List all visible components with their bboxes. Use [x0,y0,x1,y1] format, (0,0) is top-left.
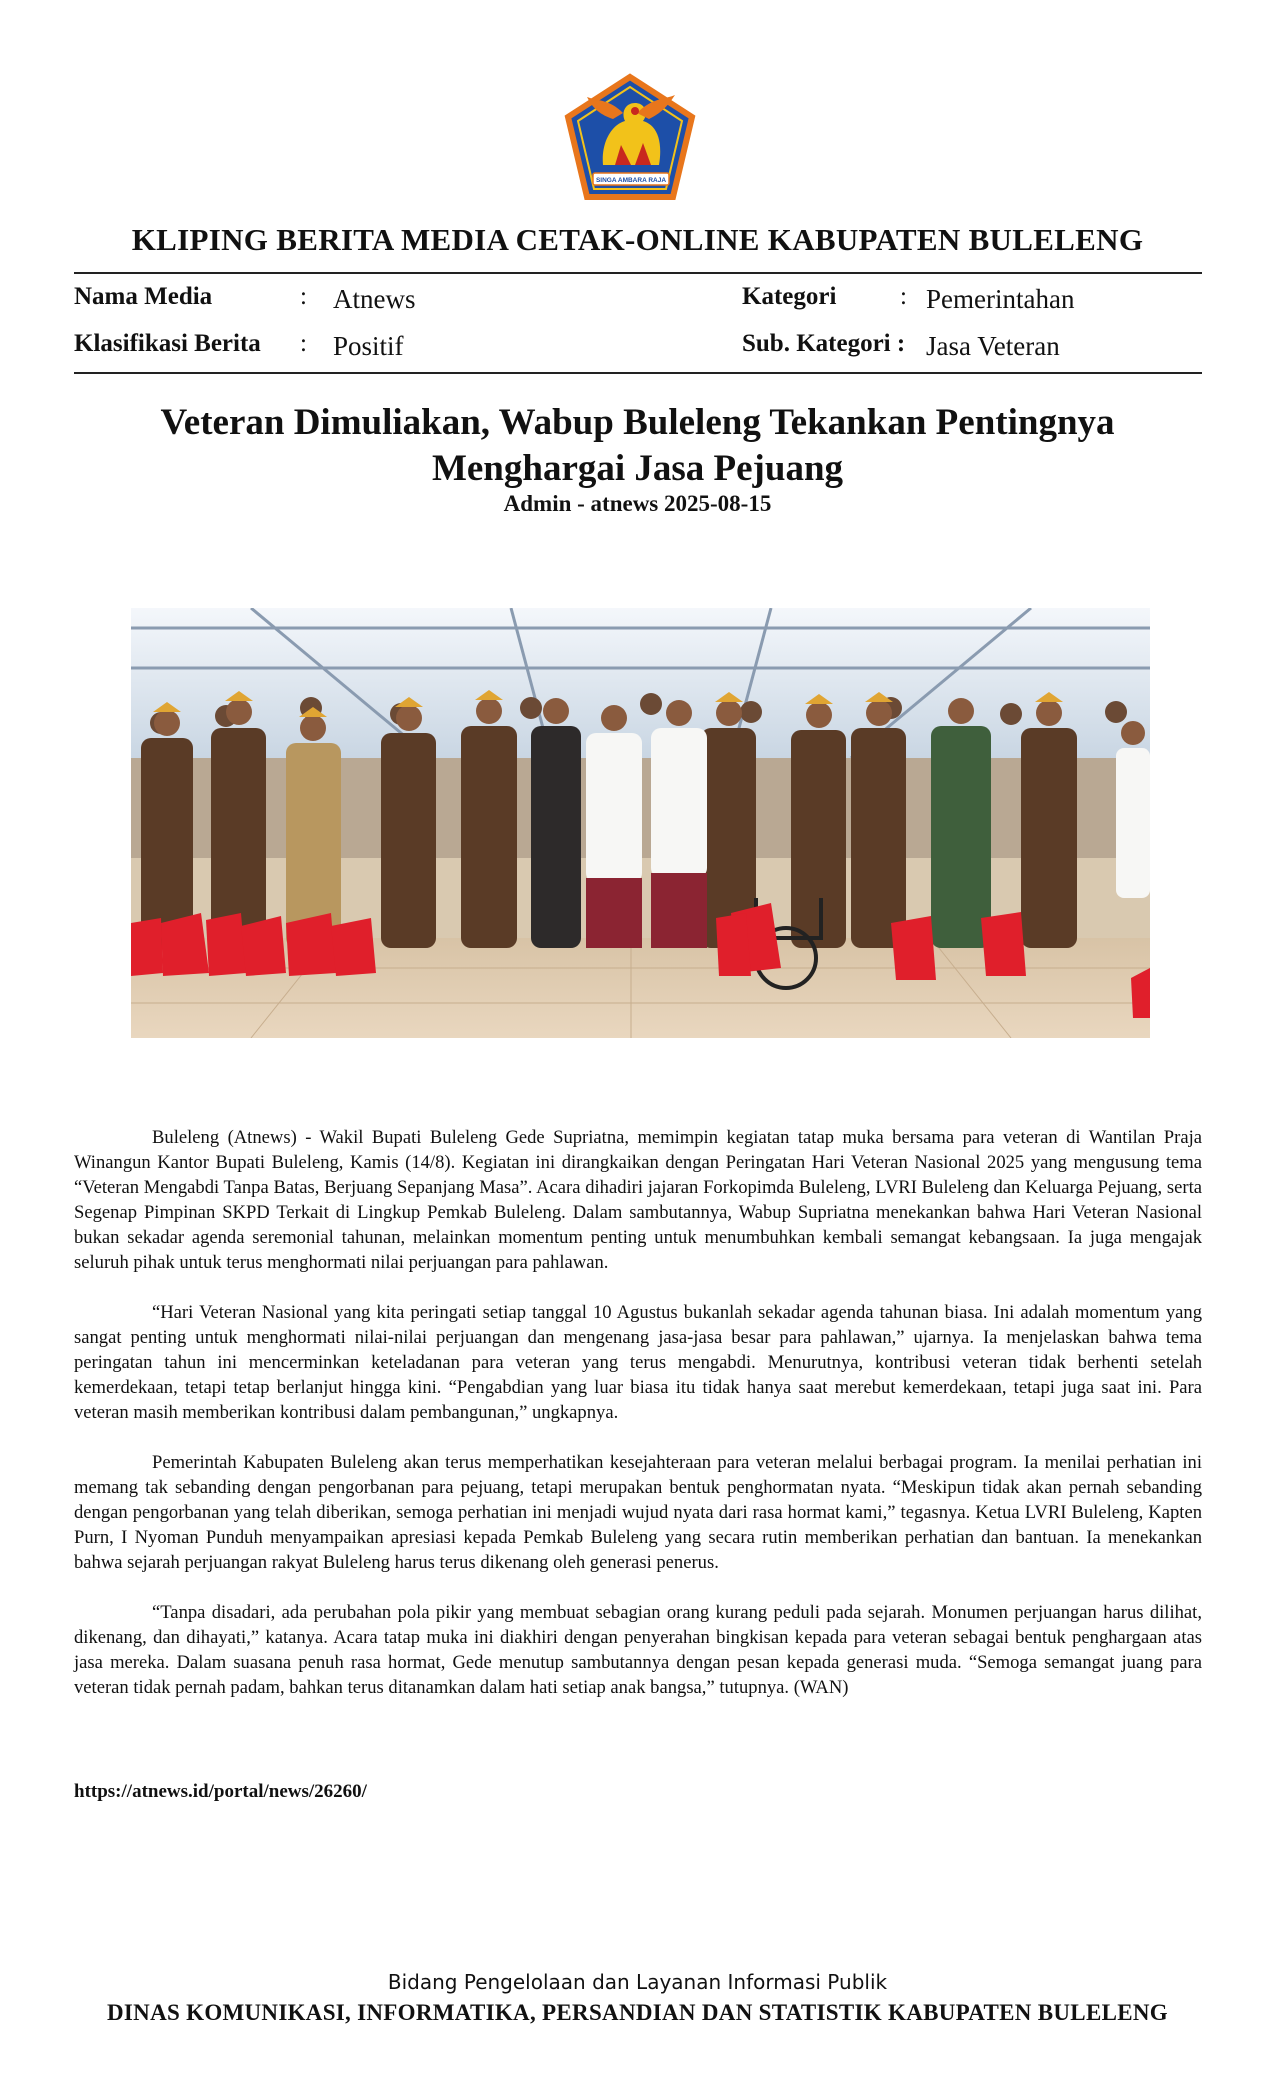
article-byline: Admin - atnews 2025-08-15 [503,491,772,516]
article-title: Veteran Dimuliakan, Wabup Buleleng Tekankan Pentingnya Menghargai Jasa Pejuang [160,402,1115,489]
buleleng-logo [563,73,698,203]
article-body [74,1125,1202,1725]
category-label: Kategori [742,283,837,310]
classification-value: Positif [333,331,404,361]
clipping-header-title: KLIPING BERITA MEDIA CETAK-ONLINE KABUPATEN BULELENG [131,222,1144,257]
subcategory-label: Sub. Kategori : [742,330,906,357]
footer-division: Bidang Pengelolaan dan Layanan Informasi Publik [387,1970,888,1994]
classification-label: Klasifikasi Berita [74,330,261,357]
article-photo [131,608,1150,1038]
category-separator: : [900,283,907,310]
article-paragraph-2: “Hari Veteran Nasional yang kita peringati setiap tanggal 10 Agustus bukanlah sekadar agenda tahunan biasa. Ini adalah momentum yang sangat penting untuk menghormati nilai-nilai perjuangan dan mengenang jasa-jasa besar para pahlawan,” ujarnya. Ia menjelaskan bahwa tema peringatan tahun ini mencerminkan keteladanan para veteran yang terus mengabdi. Menurutnya, kontribusi veteran tidak berhenti setelah kemerdekaan, tetapi tetap berlanjut hingga kini. “Pengabdian yang luar biasa itu tidak hanya saat merebut kemerdekaan, tetapi juga saat ini. Para veteran masih memberikan kontribusi dalam pembangunan,” ungkapnya. [74,1302,1202,1423]
subcategory-value: Jasa Veteran [926,331,1060,361]
header-divider-top [74,272,1202,274]
article-paragraph-4: “Tanpa disadari, ada perubahan pola pikir yang membuat sebagian orang kurang peduli pada sejarah. Monumen perjuangan harus dilihat, dikenang, dan dihayati,” katanya. Acara tatap muka ini diakhiri dengan penyerahan bingkisan kepada para veteran sebagai bentuk penghargaan atas jasa mereka. Dalam suasana penuh rasa hormat, Gede menutup sambutannya dengan pesan kepada generasi muda. “Semoga semangat juang para veteran tidak pernah padam, bahkan terus ditanamkan dalam hati setiap anak bangsa,” tutupnya. (WAN) [74,1602,1202,1698]
media-separator: : [300,283,307,310]
header-divider-bottom [74,372,1202,374]
media-label: Nama Media [74,283,213,310]
article-paragraph-1: Buleleng (Atnews) - Wakil Bupati Buleleng Gede Supriatna, memimpin kegiatan tatap muka bersama para veteran di Wantilan Praja Winangun Kantor Bupati Buleleng, Kamis (14/8). Kegiatan ini dirangkaikan dengan Peringatan Hari Veteran Nasional 2025 yang mengusung tema “Veteran Mengabdi Tanpa Batas, Berjuang Sepanjang Masa”. Acara dihadiri jajaran Forkopimda Buleleng, LVRI Buleleng dan Keluarga Pejuang, serta Segenap Pimpinan SKPD Terkait di Lingkup Pemkab Buleleng. Dalam sambutannya, Wabup Supriatna menekankan bahwa Hari Veteran Nasional bukan sekadar agenda seremonial tahunan, melainkan momentum penting untuk menumbuhkan kembali semangat kebangsaan. Ia juga mengajak seluruh pihak untuk terus menghormati nilai perjuangan para pahlawan. [74,1127,1202,1273]
classification-separator: : [300,330,307,357]
footer-agency: DINAS KOMUNIKASI, INFORMATIKA, PERSANDIAN DAN STATISTIK KABUPATEN BULELENG [107,2000,1168,2025]
source-link[interactable]: https://atnews.id/portal/news/26260/ [74,1781,367,1802]
media-value: Atnews [333,284,416,314]
article-paragraph-3: Pemerintah Kabupaten Buleleng akan terus memperhatikan kesejahteraan para veteran melalui berbagai program. Ia menilai perhatian ini memang tak sebanding dengan pengorbanan para pejuang, tetapi merupakan bentuk penghormatan nyata. “Meskipun tidak akan pernah sebanding dengan pengorbanan yang telah diberikan, semoga perhatian ini menjadi wujud nyata dari rasa hormat kami,” tegasnya. Ketua LVRI Buleleng, Kapten Purn, I Nyoman Punduh menyampaikan apresiasi kepada Pemkab Buleleng yang secara rutin memberikan perhatian dan bantuan. Ia menekankan bahwa sejarah perjuangan rakyat Buleleng harus terus dikenang oleh generasi penerus. [74,1452,1202,1573]
category-value: Pemerintahan [926,284,1075,314]
logo-caption: SINGA AMBARA RAJA [595,177,667,184]
